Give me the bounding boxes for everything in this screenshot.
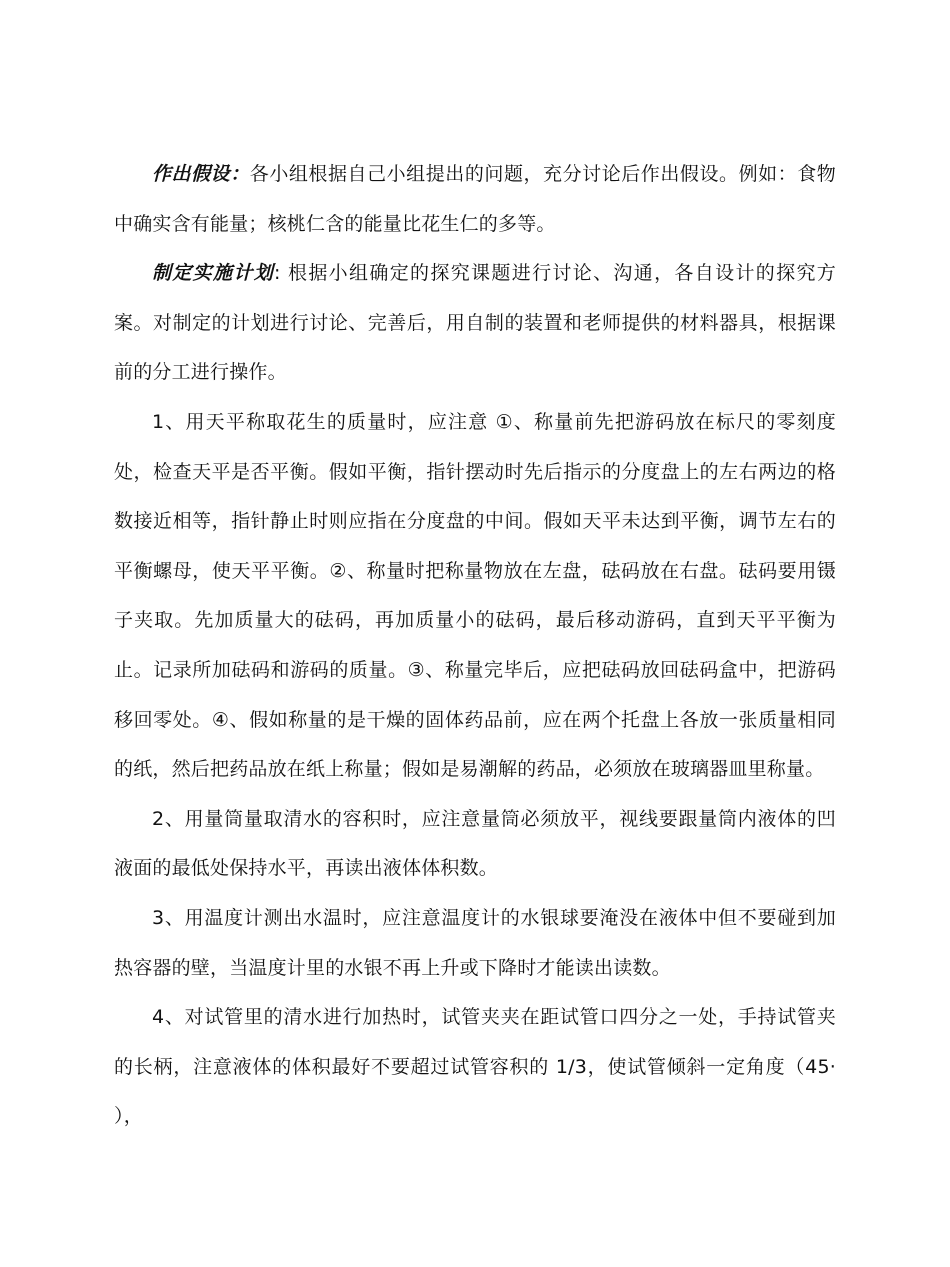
paragraph-text-step-4: 4、对试管里的清水进行加热时，试管夹夹在距试管口四分之一处，手持试管夹的长柄，注意液体的体积最好不要超过试管容积的 1/3，使试管倾斜一定角度（45· ），	[114, 1006, 836, 1128]
paragraph-step-1	[114, 398, 836, 795]
paragraph-step-3	[114, 894, 836, 993]
paragraph-lead-hypothesis: 作出假设：	[152, 163, 250, 185]
paragraph-text-plan: : 根据小组确定的探究课题进行讨论、沟通，各自设计的探究方案。对制定的计划进行讨论、完善后，用自制的装置和老师提供的材料器具，根据课前的分工进行操作。	[114, 262, 836, 384]
paragraph-text-step-1: 1、用天平称取花生的质量时，应注意 ①、称量前先把游码放在标尺的零刻度处，检查天平是否平衡。假如平衡，指针摆动时先后指示的分度盘上的左右两边的格数接近相等，指针静止时则应指在分度盘的中间。假如天平未达到平衡，调节左右的平衡螺母，使天平平衡。②、称量时把称量物放在左盘，砝码放在右盘。砝码要用镊子夹取。先加质量大的砝码，再加质量小的砝码，最后移动游码，直到天平平衡为止。记录所加砝码和游码的质量。③、称量完毕后，应把砝码放回砝码盒中，把游码移回零处。④、假如称量的是干燥的固体药品前，应在两个托盘上各放一张质量相同的纸，然后把药品放在纸上称量；假如是易潮解的药品，必须放在玻璃器皿里称量。	[114, 410, 836, 781]
paragraph-text-hypothesis: 各小组根据自己小组提出的问题，充分讨论后作出假设。例如：食物中确实含有能量；核桃仁含的能量比花生仁的多等。	[114, 163, 836, 235]
paragraph-step-2	[114, 795, 836, 894]
paragraph-plan	[114, 249, 836, 398]
paragraph-text-step-2: 2、用量筒量取清水的容积时，应注意量筒必须放平，视线要跟量筒内液体的凹液面的最低处保持水平，再读出液体体积数。	[114, 807, 836, 880]
paragraph-step-4	[114, 993, 836, 1142]
document-body	[114, 150, 836, 1142]
paragraph-hypothesis	[114, 150, 836, 249]
paragraph-text-step-3: 3、用温度计测出水温时，应注意温度计的水银球要淹没在液体中但不要碰到加热容器的壁，当温度计里的水银不再上升或下降时才能读出读数。	[114, 906, 836, 979]
paragraph-lead-plan: 制定实施计划	[152, 262, 275, 285]
